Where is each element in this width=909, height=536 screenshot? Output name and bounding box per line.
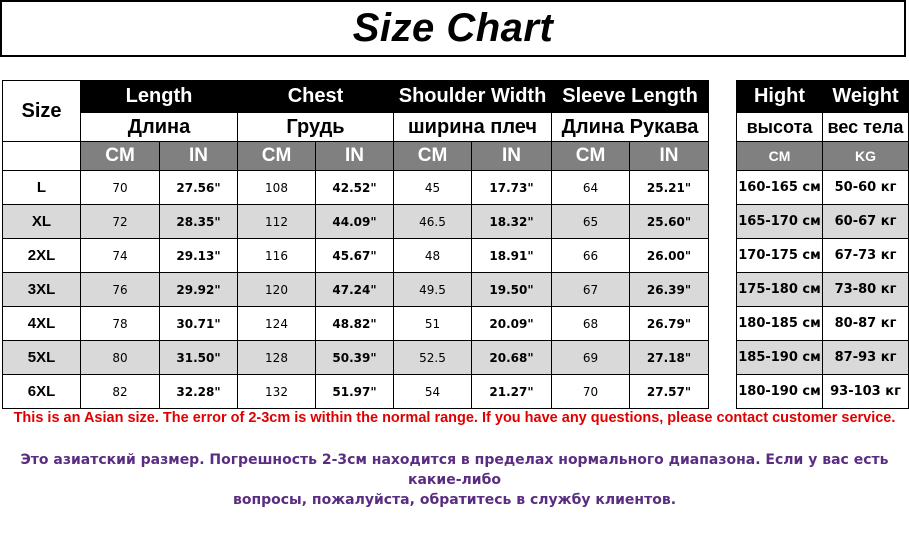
size-cell: 4XL	[3, 307, 81, 341]
size-table	[2, 80, 709, 409]
size-cell: 2XL	[3, 239, 81, 273]
in-value-cell: 28.35"	[160, 205, 238, 239]
in-value-cell: 50.39"	[316, 341, 394, 375]
table-row	[737, 239, 909, 273]
chest-header: Chest	[238, 81, 394, 113]
cm-value-cell: 70	[552, 375, 630, 409]
in-value-cell: 25.21"	[630, 171, 709, 205]
in-value-cell: 31.50"	[160, 341, 238, 375]
note-russian-line-1: Это азиатский размер. Погрешность 2-3см находится в пределах нормального диапазона. Если у вас есть какие-либо	[20, 452, 889, 488]
height-range-cell: 180-185 см	[737, 307, 823, 341]
in-value-cell: 29.13"	[160, 239, 238, 273]
unit-in-header: IN	[630, 142, 709, 171]
size-cell: 3XL	[3, 273, 81, 307]
table-row	[3, 205, 709, 239]
unit-in-header: IN	[316, 142, 394, 171]
height-unit: CM	[737, 142, 823, 171]
unit-in-header: IN	[472, 142, 552, 171]
size-cell: XL	[3, 205, 81, 239]
chest-header-ru: Грудь	[238, 113, 394, 142]
note-english: This is an Asian size. The error of 2-3cm is within the normal range. If you have any questions, please contact customer service.	[13, 410, 896, 426]
unit-cm-header: CM	[81, 142, 160, 171]
cm-value-cell: 132	[238, 375, 316, 409]
title-banner	[0, 0, 906, 57]
in-value-cell: 26.39"	[630, 273, 709, 307]
cm-value-cell: 80	[81, 341, 160, 375]
in-value-cell: 17.73"	[472, 171, 552, 205]
length-header: Length	[81, 81, 238, 113]
cm-value-cell: 49.5	[394, 273, 472, 307]
table-row	[3, 375, 709, 409]
weight-header-ru: вес тела	[823, 113, 909, 142]
table-row	[3, 239, 709, 273]
height-weight-table	[736, 80, 909, 409]
cm-value-cell: 108	[238, 171, 316, 205]
in-value-cell: 51.97"	[316, 375, 394, 409]
cm-value-cell: 48	[394, 239, 472, 273]
cm-value-cell: 45	[394, 171, 472, 205]
weight-header: Weight	[823, 81, 909, 113]
table-row	[737, 273, 909, 307]
table-row	[3, 307, 709, 341]
cm-value-cell: 76	[81, 273, 160, 307]
table-row	[737, 171, 909, 205]
table-row	[3, 341, 709, 375]
cm-value-cell: 78	[81, 307, 160, 341]
weight-range-cell: 67-73 кг	[823, 239, 909, 273]
table-row	[3, 273, 709, 307]
cm-value-cell: 112	[238, 205, 316, 239]
unit-in-header: IN	[160, 142, 238, 171]
in-value-cell: 20.68"	[472, 341, 552, 375]
cm-value-cell: 51	[394, 307, 472, 341]
in-value-cell: 47.24"	[316, 273, 394, 307]
cm-value-cell: 74	[81, 239, 160, 273]
in-value-cell: 26.79"	[630, 307, 709, 341]
note-russian	[0, 450, 909, 510]
in-value-cell: 26.00"	[630, 239, 709, 273]
cm-value-cell: 66	[552, 239, 630, 273]
cm-value-cell: 124	[238, 307, 316, 341]
in-value-cell: 29.92"	[160, 273, 238, 307]
unit-cm-header: CM	[394, 142, 472, 171]
cm-value-cell: 68	[552, 307, 630, 341]
in-value-cell: 27.18"	[630, 341, 709, 375]
in-value-cell: 27.57"	[630, 375, 709, 409]
height-header: Hight	[737, 81, 823, 113]
size-cell: 5XL	[3, 341, 81, 375]
note-russian-line-2: вопросы, пожалуйста, обратитесь в службу клиентов.	[232, 492, 677, 508]
table-row	[737, 375, 909, 409]
table-row	[3, 171, 709, 205]
table-row	[737, 307, 909, 341]
weight-range-cell: 93-103 кг	[823, 375, 909, 409]
weight-unit: KG	[823, 142, 909, 171]
cm-value-cell: 67	[552, 273, 630, 307]
cm-value-cell: 72	[81, 205, 160, 239]
cm-value-cell: 70	[81, 171, 160, 205]
in-value-cell: 27.56"	[160, 171, 238, 205]
height-range-cell: 175-180 см	[737, 273, 823, 307]
in-value-cell: 25.60"	[630, 205, 709, 239]
shoulder-width-header: Shoulder Width	[394, 81, 552, 113]
weight-range-cell: 73-80 кг	[823, 273, 909, 307]
table-row	[737, 205, 909, 239]
unit-cm-header: CM	[552, 142, 630, 171]
sleeve-length-header-ru: Длина Рукава	[552, 113, 709, 142]
weight-range-cell: 50-60 кг	[823, 171, 909, 205]
cm-value-cell: 69	[552, 341, 630, 375]
in-value-cell: 42.52"	[316, 171, 394, 205]
length-header-ru: Длина	[81, 113, 238, 142]
weight-range-cell: 87-93 кг	[823, 341, 909, 375]
cm-value-cell: 82	[81, 375, 160, 409]
weight-range-cell: 60-67 кг	[823, 205, 909, 239]
cm-value-cell: 65	[552, 205, 630, 239]
in-value-cell: 18.32"	[472, 205, 552, 239]
cm-value-cell: 120	[238, 273, 316, 307]
size-column-header: Size	[3, 81, 81, 142]
in-value-cell: 19.50"	[472, 273, 552, 307]
unit-cm-header: CM	[238, 142, 316, 171]
height-range-cell: 180-190 см	[737, 375, 823, 409]
cm-value-cell: 116	[238, 239, 316, 273]
height-range-cell: 165-170 см	[737, 205, 823, 239]
cm-value-cell: 52.5	[394, 341, 472, 375]
height-range-cell: 170-175 см	[737, 239, 823, 273]
height-range-cell: 160-165 см	[737, 171, 823, 205]
height-header-ru: высота	[737, 113, 823, 142]
page-title: Size Chart	[352, 6, 554, 50]
in-value-cell: 18.91"	[472, 239, 552, 273]
cm-value-cell: 46.5	[394, 205, 472, 239]
in-value-cell: 48.82"	[316, 307, 394, 341]
cm-value-cell: 64	[552, 171, 630, 205]
shoulder-width-header-ru: ширина плеч	[394, 113, 552, 142]
cm-value-cell: 128	[238, 341, 316, 375]
in-value-cell: 44.09"	[316, 205, 394, 239]
cm-value-cell: 54	[394, 375, 472, 409]
in-value-cell: 20.09"	[472, 307, 552, 341]
in-value-cell: 45.67"	[316, 239, 394, 273]
sleeve-length-header: Sleeve Length	[552, 81, 709, 113]
height-range-cell: 185-190 см	[737, 341, 823, 375]
in-value-cell: 30.71"	[160, 307, 238, 341]
size-cell: L	[3, 171, 81, 205]
size-cell: 6XL	[3, 375, 81, 409]
in-value-cell: 21.27"	[472, 375, 552, 409]
size-header-spacer	[3, 142, 81, 171]
weight-range-cell: 80-87 кг	[823, 307, 909, 341]
table-row	[737, 341, 909, 375]
in-value-cell: 32.28"	[160, 375, 238, 409]
